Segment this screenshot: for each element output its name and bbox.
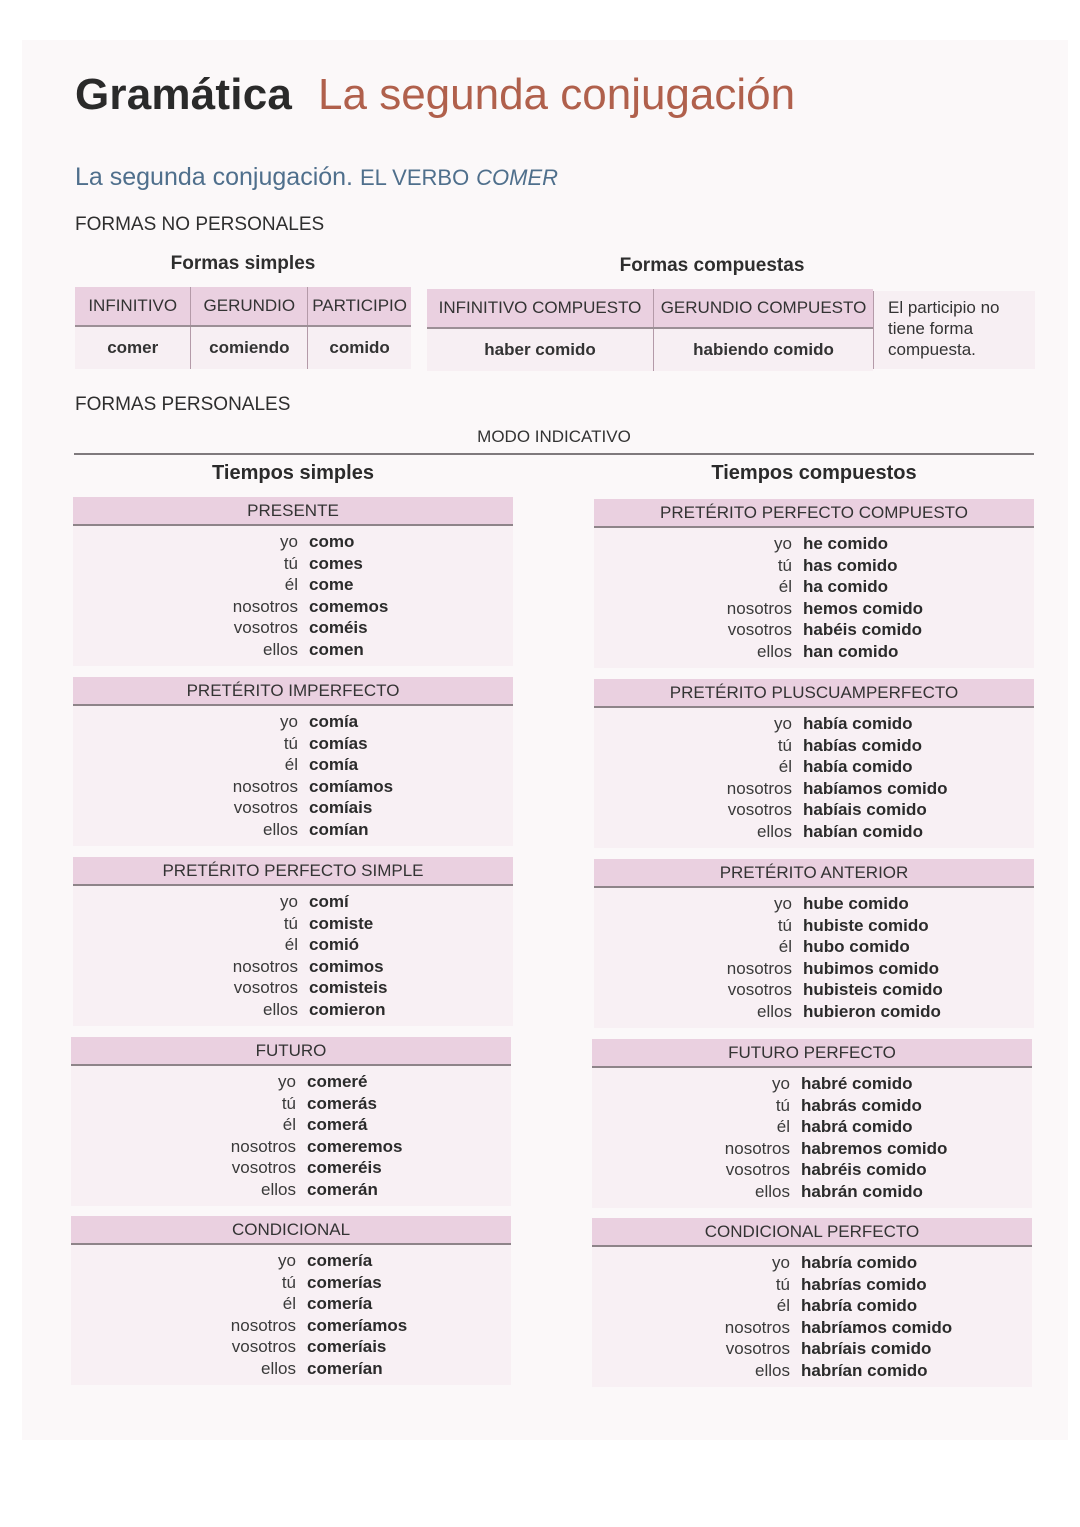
verb-form: habríamos comido	[801, 1317, 953, 1337]
verb-form: comeríamos	[307, 1315, 408, 1335]
verb-form: habéis comido	[803, 620, 923, 639]
column-heading-compound: Tiempos compuestos	[711, 462, 917, 484]
conjugation-row	[592, 1073, 1032, 1095]
verb-form: habrán comido	[801, 1181, 923, 1201]
section-heading-no-personales: FORMAS NO PERSONALES	[75, 214, 325, 235]
pronoun: él	[778, 757, 792, 776]
verb-form: comías	[309, 733, 368, 753]
pronoun: tú	[777, 735, 792, 755]
conjugation-row	[73, 956, 513, 978]
pronoun: ellos	[263, 819, 298, 839]
verb-form: había comido	[803, 714, 913, 733]
pronoun: nosotros	[724, 1317, 790, 1337]
tense-block-condicional-perfecto	[592, 1218, 1032, 1387]
tense-title: PRESENTE	[73, 497, 513, 526]
group-heading-simples: Formas simples	[170, 253, 316, 274]
conjugation-row	[592, 1252, 1032, 1274]
subtitle-caps: EL VERBO	[359, 165, 470, 190]
title-sub: La segunda conjugación	[318, 70, 796, 119]
group-heading-compuestas: Formas compuestas	[619, 255, 805, 276]
pronoun: él	[284, 755, 298, 774]
verb-form: habría comido	[801, 1253, 918, 1272]
conjugation-row	[73, 819, 513, 841]
conjugation-row	[592, 1138, 1032, 1160]
verb-form: comerán	[307, 1179, 378, 1199]
conjugation-row	[592, 1360, 1032, 1382]
pronoun: ellos	[755, 1360, 790, 1380]
conjugation-row	[594, 641, 1034, 663]
pronoun: tú	[283, 913, 298, 933]
pronoun: vosotros	[233, 978, 298, 997]
conjugation-list	[594, 708, 1034, 848]
verb-form: ha comido	[803, 577, 889, 596]
pronoun: nosotros	[726, 778, 792, 798]
pronoun: tú	[283, 553, 298, 573]
pronoun: ellos	[263, 999, 298, 1019]
pronoun: nosotros	[230, 1136, 296, 1156]
formas-compuestas-table	[427, 289, 873, 371]
conjugation-row	[73, 776, 513, 798]
verb-form: han comido	[803, 641, 899, 661]
tense-block-futuro	[71, 1037, 511, 1206]
conjugation-list	[592, 1068, 1032, 1208]
verb-form: hubiste comido	[803, 915, 929, 935]
conjugation-row	[73, 574, 513, 596]
section-subtitle	[75, 163, 558, 192]
conjugation-row	[71, 1179, 511, 1201]
pronoun: vosotros	[233, 798, 298, 817]
conjugation-row	[73, 999, 513, 1021]
tense-block-futuro-perfecto	[592, 1039, 1032, 1208]
verb-form: comen	[309, 639, 364, 659]
verb-form: comió	[309, 935, 360, 954]
pronoun: ellos	[261, 1179, 296, 1199]
pronoun: ellos	[755, 1181, 790, 1201]
tense-title: PRETÉRITO PERFECTO COMPUESTO	[594, 499, 1034, 528]
verb-form: habías comido	[803, 735, 923, 755]
conjugation-list	[592, 1247, 1032, 1387]
conjugation-list	[594, 888, 1034, 1028]
conjugation-row	[594, 533, 1034, 555]
tense-title: CONDICIONAL	[71, 1216, 511, 1245]
verb-form: hubimos comido	[803, 958, 939, 978]
verb-form: comieron	[309, 999, 386, 1019]
conjugation-row	[73, 531, 513, 553]
conjugation-row	[594, 598, 1034, 620]
value-participio: comido	[308, 326, 411, 369]
header-infinitivo-compuesto: INFINITIVO COMPUESTO	[427, 289, 654, 328]
verb-form: habían comido	[803, 821, 923, 841]
pronoun: yo	[280, 532, 298, 551]
pronoun: nosotros	[726, 598, 792, 618]
conjugation-row	[594, 893, 1034, 915]
pronoun: vosotros	[231, 1158, 296, 1177]
pronoun: vosotros	[725, 1160, 790, 1179]
conjugation-row	[592, 1295, 1032, 1317]
tense-title: FUTURO	[71, 1037, 511, 1066]
tense-title: PRETÉRITO IMPERFECTO	[73, 677, 513, 706]
verb-form: como	[309, 532, 355, 551]
conjugation-row	[594, 958, 1034, 980]
conjugation-row	[592, 1159, 1032, 1181]
verb-form: comisteis	[309, 978, 388, 997]
verb-form: has comido	[803, 555, 898, 575]
conjugation-row	[73, 639, 513, 661]
pronoun: vosotros	[727, 800, 792, 819]
verb-form: habré comido	[801, 1074, 913, 1093]
verb-form: comería	[307, 1294, 373, 1313]
pronoun: tú	[775, 1274, 790, 1294]
conjugation-row	[73, 553, 513, 575]
pronoun: vosotros	[727, 980, 792, 999]
conjugation-row	[594, 555, 1034, 577]
conjugation-row	[71, 1315, 511, 1337]
conjugation-row	[594, 778, 1034, 800]
pronoun: él	[284, 575, 298, 594]
pronoun: él	[282, 1115, 296, 1134]
verb-form: comía	[309, 712, 359, 731]
tense-title: PRETÉRITO PLUSCUAMPERFECTO	[594, 679, 1034, 708]
verb-form: habrás comido	[801, 1095, 922, 1115]
page-title	[75, 70, 795, 120]
pronoun: ellos	[757, 1001, 792, 1021]
conjugation-row	[71, 1272, 511, 1294]
conjugation-row	[594, 735, 1034, 757]
pronoun: yo	[772, 1253, 790, 1272]
conjugation-row	[71, 1358, 511, 1380]
pronoun: tú	[777, 555, 792, 575]
conjugation-list	[71, 1245, 511, 1385]
pronoun: yo	[772, 1074, 790, 1093]
conjugation-row	[592, 1116, 1032, 1138]
conjugation-row	[73, 913, 513, 935]
conjugation-row	[592, 1095, 1032, 1117]
verb-form: habréis comido	[801, 1160, 927, 1179]
pronoun: tú	[283, 733, 298, 753]
verb-form: comiste	[309, 913, 374, 933]
tense-block-condicional	[71, 1216, 511, 1385]
pronoun: vosotros	[233, 618, 298, 637]
conjugation-row	[73, 596, 513, 618]
pronoun: vosotros	[727, 620, 792, 639]
conjugation-row	[73, 711, 513, 733]
verb-form: comeréis	[307, 1158, 382, 1177]
conjugation-row	[592, 1181, 1032, 1203]
conjugation-row	[73, 891, 513, 913]
mode-heading: MODO INDICATIVO	[477, 427, 631, 446]
pronoun: tú	[777, 915, 792, 935]
tense-block-preterito-perfecto-simple	[73, 857, 513, 1026]
pronoun: él	[284, 935, 298, 954]
tense-title: CONDICIONAL PERFECTO	[592, 1218, 1032, 1247]
conjugation-row	[594, 619, 1034, 641]
mode-divider	[74, 453, 1034, 455]
verb-form: hubieron comido	[803, 1001, 941, 1021]
pronoun: él	[776, 1117, 790, 1136]
verb-form: come	[309, 575, 354, 594]
verb-form: comimos	[309, 956, 384, 976]
conjugation-row	[71, 1136, 511, 1158]
pronoun: ellos	[757, 821, 792, 841]
pronoun: ellos	[757, 641, 792, 661]
header-gerundio: GERUNDIO	[191, 287, 308, 326]
value-gerundio: comiendo	[191, 326, 308, 369]
pronoun: nosotros	[726, 958, 792, 978]
verb-form: habrían comido	[801, 1360, 928, 1380]
verb-form: habrías comido	[801, 1274, 927, 1294]
verb-form: comía	[309, 755, 359, 774]
conjugation-row	[594, 756, 1034, 778]
pronoun: vosotros	[231, 1337, 296, 1356]
verb-form: comerás	[307, 1093, 377, 1113]
verb-form: habíais comido	[803, 800, 927, 819]
verb-form: hubo comido	[803, 937, 910, 956]
conjugation-row	[73, 934, 513, 956]
tense-title: FUTURO PERFECTO	[592, 1039, 1032, 1068]
pronoun: él	[282, 1294, 296, 1313]
pronoun: ellos	[263, 639, 298, 659]
verb-form: comerá	[307, 1115, 368, 1134]
verb-form: comían	[309, 819, 369, 839]
verb-form: hube comido	[803, 894, 909, 913]
subtitle-main: La segunda conjugación.	[75, 163, 354, 191]
verb-form: comes	[309, 553, 363, 573]
pronoun: nosotros	[230, 1315, 296, 1335]
verb-form: comíamos	[309, 776, 394, 796]
pronoun: tú	[775, 1095, 790, 1115]
pronoun: tú	[281, 1093, 296, 1113]
pronoun: yo	[278, 1072, 296, 1091]
pronoun: él	[778, 577, 792, 596]
conjugation-row	[71, 1293, 511, 1315]
pronoun: él	[776, 1296, 790, 1315]
conjugation-row	[73, 733, 513, 755]
conjugation-row	[594, 799, 1034, 821]
verb-form: he comido	[803, 534, 889, 553]
value-infinitivo: comer	[75, 326, 191, 369]
tense-block-presente	[73, 497, 513, 666]
verb-form: había comido	[803, 757, 913, 776]
tense-title: PRETÉRITO ANTERIOR	[594, 859, 1034, 888]
value-infinitivo-compuesto: haber comido	[427, 328, 654, 371]
conjugation-row	[73, 977, 513, 999]
verb-form: comemos	[309, 596, 389, 616]
verb-form: hemos comido	[803, 598, 923, 618]
conjugation-row	[594, 1001, 1034, 1023]
pronoun: nosotros	[724, 1138, 790, 1158]
conjugation-row	[71, 1093, 511, 1115]
verb-form: habíamos comido	[803, 778, 948, 798]
conjugation-row	[594, 979, 1034, 1001]
tense-block-preterito-perfecto-compuesto	[594, 499, 1034, 668]
pronoun: tú	[281, 1272, 296, 1292]
verb-form: comerías	[307, 1272, 382, 1292]
tense-block-preterito-pluscuamperfecto	[594, 679, 1034, 848]
conjugation-row	[71, 1071, 511, 1093]
pronoun: él	[778, 937, 792, 956]
verb-form: habría comido	[801, 1296, 918, 1315]
verb-form: habrá comido	[801, 1117, 913, 1136]
verb-form: comerían	[307, 1358, 383, 1378]
section-heading-personales: FORMAS PERSONALES	[75, 394, 291, 415]
verb-form: hubisteis comido	[803, 980, 943, 999]
verb-form: habremos comido	[801, 1138, 948, 1158]
conjugation-list	[73, 526, 513, 666]
pronoun: nosotros	[232, 956, 298, 976]
pronoun: yo	[280, 892, 298, 911]
conjugation-row	[71, 1336, 511, 1358]
header-infinitivo: INFINITIVO	[75, 287, 191, 326]
verb-form: comí	[309, 892, 349, 911]
conjugation-row	[594, 713, 1034, 735]
value-gerundio-compuesto: habiendo comido	[654, 328, 874, 371]
participio-note: El participio no tiene forma compuesta.	[873, 291, 1035, 369]
conjugation-row	[592, 1317, 1032, 1339]
verb-form: comeremos	[307, 1136, 403, 1156]
verb-form: habríais comido	[801, 1339, 932, 1358]
header-gerundio-compuesto: GERUNDIO COMPUESTO	[654, 289, 874, 328]
verb-form: coméis	[309, 618, 368, 637]
conjugation-row	[592, 1338, 1032, 1360]
conjugation-row	[594, 576, 1034, 598]
conjugation-list	[594, 528, 1034, 668]
conjugation-list	[73, 886, 513, 1026]
pronoun: yo	[280, 712, 298, 731]
pronoun: yo	[774, 894, 792, 913]
verb-form: comeríais	[307, 1337, 387, 1356]
conjugation-row	[73, 797, 513, 819]
formas-simples-table	[75, 287, 411, 369]
pronoun: yo	[278, 1251, 296, 1270]
conjugation-row	[73, 617, 513, 639]
conjugation-row	[71, 1250, 511, 1272]
pronoun: nosotros	[232, 596, 298, 616]
pronoun: vosotros	[725, 1339, 790, 1358]
tense-block-preterito-imperfecto	[73, 677, 513, 846]
pronoun: ellos	[261, 1358, 296, 1378]
pronoun: nosotros	[232, 776, 298, 796]
verb-form: comíais	[309, 798, 373, 817]
conjugation-row	[73, 754, 513, 776]
tense-title: PRETÉRITO PERFECTO SIMPLE	[73, 857, 513, 886]
header-participio: PARTICIPIO	[308, 287, 411, 326]
conjugation-row	[594, 821, 1034, 843]
conjugation-row	[594, 915, 1034, 937]
tense-block-preterito-anterior	[594, 859, 1034, 1028]
conjugation-list	[71, 1066, 511, 1206]
conjugation-row	[71, 1114, 511, 1136]
conjugation-row	[594, 936, 1034, 958]
subtitle-verb: COMER	[476, 165, 559, 190]
pronoun: yo	[774, 534, 792, 553]
column-heading-simple: Tiempos simples	[212, 462, 374, 484]
conjugation-row	[592, 1274, 1032, 1296]
pronoun: yo	[774, 714, 792, 733]
title-main: Gramática	[75, 70, 293, 119]
verb-form: comería	[307, 1251, 373, 1270]
conjugation-list	[73, 706, 513, 846]
conjugation-row	[71, 1157, 511, 1179]
verb-form: comeré	[307, 1072, 368, 1091]
